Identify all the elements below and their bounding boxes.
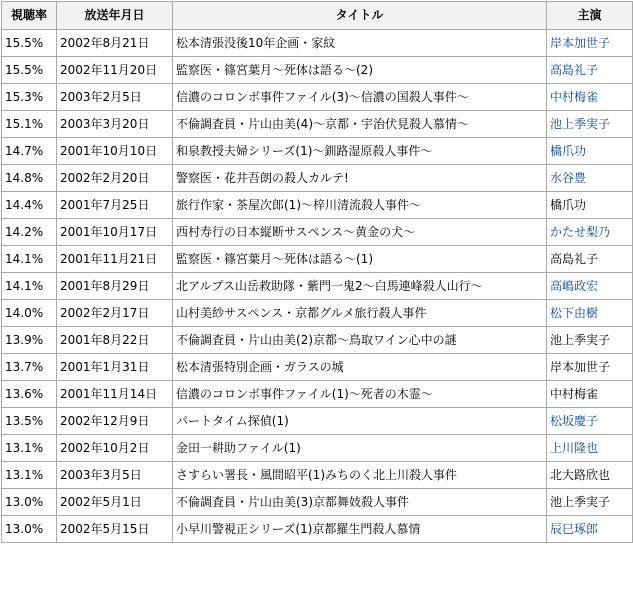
- lead-actor-link[interactable]: 橋爪功: [550, 144, 587, 158]
- rating-cell: 13.5%: [2, 408, 57, 435]
- rating-cell: 13.1%: [2, 435, 57, 462]
- table-row: [2, 354, 633, 381]
- table-row: [2, 516, 633, 543]
- broadcast-date-cell: 2001年8月29日: [57, 273, 173, 300]
- broadcast-date-cell: 2002年11月20日: [57, 57, 173, 84]
- rating-cell: 14.1%: [2, 246, 57, 273]
- broadcast-date-cell: 2001年1月31日: [57, 354, 173, 381]
- title-cell: 監察医・篠宮葉月〜死体は語る〜(1): [173, 246, 547, 273]
- table-row: [2, 84, 633, 111]
- title-cell: 不倫調査員・片山由美(2)京都〜鳥取ワイン心中の謎: [173, 327, 547, 354]
- lead-actor-cell: [547, 84, 633, 111]
- lead-actor-cell: [547, 408, 633, 435]
- table-row: [2, 300, 633, 327]
- lead-actor-cell: [547, 219, 633, 246]
- table-row: [2, 165, 633, 192]
- table-row: [2, 57, 633, 84]
- header-row: [2, 2, 633, 30]
- title-cell: 警察医・花井吾朗の殺人カルテ!: [173, 165, 547, 192]
- table-row: [2, 408, 633, 435]
- lead-actor-cell: [547, 300, 633, 327]
- title-cell: さすらい署長・風間昭平(1)みちのく北上川殺人事件: [173, 462, 547, 489]
- rating-cell: 14.2%: [2, 219, 57, 246]
- broadcast-date-cell: 2001年10月10日: [57, 138, 173, 165]
- rating-cell: 14.1%: [2, 273, 57, 300]
- broadcast-date-cell: 2002年5月15日: [57, 516, 173, 543]
- rating-cell: 15.3%: [2, 84, 57, 111]
- broadcast-date-cell: 2001年8月22日: [57, 327, 173, 354]
- lead-actor-cell: [547, 138, 633, 165]
- broadcast-date-cell: 2001年11月21日: [57, 246, 173, 273]
- table-row: [2, 273, 633, 300]
- rating-cell: 14.0%: [2, 300, 57, 327]
- lead-actor-link[interactable]: 中村梅雀: [550, 90, 599, 104]
- lead-actor-link[interactable]: 松下由樹: [550, 306, 599, 320]
- lead-actor-cell: [547, 165, 633, 192]
- header-lead[interactable]: 主演: [547, 2, 633, 30]
- title-cell: 山村美紗サスペンス・京都グルメ旅行殺人事件: [173, 300, 547, 327]
- rating-cell: 13.1%: [2, 462, 57, 489]
- lead-actor-link[interactable]: 松坂慶子: [550, 414, 599, 428]
- broadcast-date-cell: 2002年10月2日: [57, 435, 173, 462]
- rating-cell: 15.1%: [2, 111, 57, 138]
- lead-actor-cell: 池上季実子: [547, 489, 633, 516]
- lead-actor-cell: [547, 30, 633, 57]
- title-cell: 松本清張没後10年企画・家紋: [173, 30, 547, 57]
- broadcast-date-cell: 2002年8月21日: [57, 30, 173, 57]
- broadcast-date-cell: 2001年7月25日: [57, 192, 173, 219]
- ratings-table: [1, 1, 633, 543]
- lead-actor-link[interactable]: 池上季実子: [550, 117, 611, 131]
- title-cell: 金田一耕助ファイル(1): [173, 435, 547, 462]
- title-cell: 不倫調査員・片山由美(3)京都舞妓殺人事件: [173, 489, 547, 516]
- rating-cell: 14.8%: [2, 165, 57, 192]
- header-rating[interactable]: 視聴率: [2, 2, 57, 30]
- title-cell: パートタイム探偵(1): [173, 408, 547, 435]
- rating-cell: 14.7%: [2, 138, 57, 165]
- lead-actor-cell: [547, 435, 633, 462]
- broadcast-date-cell: 2003年2月5日: [57, 84, 173, 111]
- lead-actor-cell: [547, 273, 633, 300]
- title-cell: 監察医・篠宮葉月〜死体は語る〜(2): [173, 57, 547, 84]
- lead-actor-link[interactable]: 水谷豊: [550, 171, 587, 185]
- title-cell: 不倫調査員・片山由美(4)〜京都・宇治伏見殺人慕情〜: [173, 111, 547, 138]
- lead-actor-cell: 岸本加世子: [547, 354, 633, 381]
- table-row: [2, 489, 633, 516]
- rating-cell: 13.6%: [2, 381, 57, 408]
- lead-actor-cell: [547, 111, 633, 138]
- table-row: [2, 192, 633, 219]
- broadcast-date-cell: 2001年10月17日: [57, 219, 173, 246]
- table-row: [2, 111, 633, 138]
- lead-actor-cell: [547, 57, 633, 84]
- table-row: [2, 381, 633, 408]
- title-cell: 信濃のコロンボ事件ファイル(1)〜死者の木霊〜: [173, 381, 547, 408]
- broadcast-date-cell: 2002年5月1日: [57, 489, 173, 516]
- table-row: [2, 462, 633, 489]
- lead-actor-cell: 池上季実子: [547, 327, 633, 354]
- broadcast-date-cell: 2002年2月20日: [57, 165, 173, 192]
- title-cell: 西村寿行の日本縦断サスペンス〜黄金の犬〜: [173, 219, 547, 246]
- table-row: [2, 30, 633, 57]
- rating-cell: 13.0%: [2, 516, 57, 543]
- table-row: [2, 246, 633, 273]
- rating-cell: 14.4%: [2, 192, 57, 219]
- lead-actor-cell: 北大路欣也: [547, 462, 633, 489]
- lead-actor-link[interactable]: 上川隆也: [550, 441, 599, 455]
- broadcast-date-cell: 2003年3月20日: [57, 111, 173, 138]
- table-body: [2, 30, 633, 543]
- lead-actor-link[interactable]: 高島礼子: [550, 63, 599, 77]
- table-row: [2, 435, 633, 462]
- title-cell: 信濃のコロンボ事件ファイル(3)〜信濃の国殺人事件〜: [173, 84, 547, 111]
- title-cell: 小早川警視正シリーズ(1)京都羅生門殺人慕情: [173, 516, 547, 543]
- rating-cell: 15.5%: [2, 57, 57, 84]
- table-row: [2, 138, 633, 165]
- header-date[interactable]: 放送年月日: [57, 2, 173, 30]
- title-cell: 旅行作家・茶屋次郎(1)〜梓川清流殺人事件〜: [173, 192, 547, 219]
- lead-actor-cell: 中村梅雀: [547, 381, 633, 408]
- broadcast-date-cell: 2003年3月5日: [57, 462, 173, 489]
- title-cell: 松本清張特別企画・ガラスの城: [173, 354, 547, 381]
- title-cell: 和泉教授夫婦シリーズ(1)〜釧路湿原殺人事件〜: [173, 138, 547, 165]
- broadcast-date-cell: 2002年12月9日: [57, 408, 173, 435]
- lead-actor-link[interactable]: 辰巳琢郎: [550, 522, 599, 536]
- table-row: [2, 327, 633, 354]
- broadcast-date-cell: 2001年11月14日: [57, 381, 173, 408]
- rating-cell: 13.7%: [2, 354, 57, 381]
- rating-cell: 15.5%: [2, 30, 57, 57]
- lead-actor-cell: [547, 516, 633, 543]
- lead-actor-link[interactable]: 高嶋政宏: [550, 279, 599, 293]
- rating-cell: 13.9%: [2, 327, 57, 354]
- lead-actor-cell: 高島礼子: [547, 246, 633, 273]
- header-title[interactable]: タイトル: [173, 2, 547, 30]
- rating-cell: 13.0%: [2, 489, 57, 516]
- title-cell: 北アルプス山岳救助隊・紫門一鬼2〜白馬連峰殺人山行〜: [173, 273, 547, 300]
- lead-actor-link[interactable]: かたせ梨乃: [550, 225, 611, 239]
- table-row: [2, 219, 633, 246]
- lead-actor-link[interactable]: 岸本加世子: [550, 36, 611, 50]
- lead-actor-cell: 橋爪功: [547, 192, 633, 219]
- broadcast-date-cell: 2002年2月17日: [57, 300, 173, 327]
